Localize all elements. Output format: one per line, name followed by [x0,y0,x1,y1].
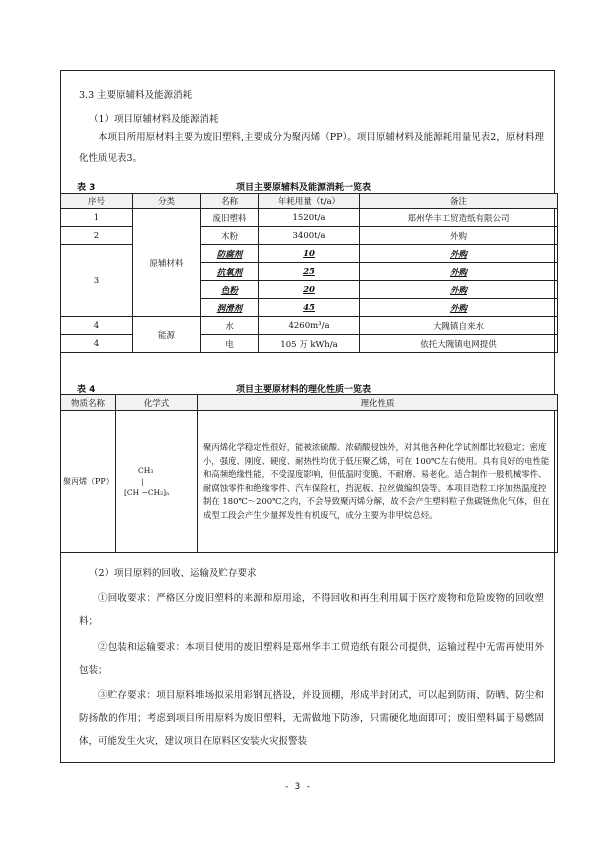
section-intro: 本项目所用原材料主要为废旧塑料,主要成分为聚丙烯（PP）。项目原辅材料及能源耗用量见表2，原材料理化性质见表3。 [79,132,544,164]
category-cell: 原辅材料 [133,209,201,317]
table-cell: 废旧塑料 [201,209,259,227]
table-cell: 45 [259,299,360,317]
table-cell: 4 [61,317,133,335]
section-subheading: （1）项目原辅材料及能源消耗 [89,114,219,125]
table-cell: 郑州华丰工贸造纸有限公司 [360,209,558,227]
table-cell: 依托大隗镇电网提供 [360,335,558,353]
table-cell: 105 万 kWh/a [259,335,360,353]
table-cell: 10 [259,245,360,263]
table-cell: 水 [201,317,259,335]
section-heading: 3.3 主要原辅料及能源消耗 [79,90,193,101]
category-cell: 能源 [133,317,201,353]
page-frame [60,70,555,763]
table-cell: 抗氧剂 [201,263,259,281]
table4-header: 理化性质 [198,395,558,411]
table-cell: 1 [61,209,133,227]
table3-header: 年耗用量（t/a） [259,194,360,209]
requirement-recycle: ①回收要求：严格区分废旧塑料的来源和原用途，不得回收和再生利用属于医疗废物和危险废物的回收塑料； [79,593,544,627]
table-cell: 2 [61,227,133,245]
table-cell: 4260m³/a [259,317,360,335]
formula-bond: | [141,477,144,486]
table-cell: 20 [259,281,360,299]
table4-label: 表 4 [77,385,96,395]
table3-label: 表 3 [77,183,96,193]
page-number: - 3 - [283,782,312,792]
table3-header: 分类 [133,194,201,209]
table-cell: 3 [61,245,133,317]
chemical-formula [116,411,198,553]
table-cell: 木粉 [201,227,259,245]
table-cell: 4 [61,335,133,353]
table3-header: 备注 [360,194,558,209]
requirement-storage: ③贮存要求：项目原料堆场拟采用彩钢瓦搭设，并设顶棚，形成半封闭式，可以起到防雨、防晒、防尘和防扬散的作用；考虑到项目所用原料为废旧塑料，无需做地下防渗，只需硬化地面即可；废旧塑料属于易燃固体，可能发生火灾，建议项目在原料区安装火灾报警装 [79,690,544,747]
table3-header: 序号 [61,194,133,209]
table-cell: 外购 [360,299,558,317]
table-cell: 外购 [360,227,558,245]
table-cell: 润滑剂 [201,299,259,317]
table-cell: 电 [201,335,259,353]
formula-methyl: CH₃ [138,466,154,475]
table-cell: 外购 [360,281,558,299]
table-cell: 25 [259,263,360,281]
table4-header: 物质名称 [61,395,116,411]
table-cell: 色粉 [201,281,259,299]
material-properties: 聚丙烯化学稳定性很好，能被浓硫酸、浓硝酸侵蚀外，对其他各种化学试剂都比较稳定；密度小，强度、刚度、硬度、耐热性均优于低压聚乙烯，可在 100℃左右使用。具有良好的电性能和高频绝缘性能，不受湿度影响，但低温时变脆、不耐磨、易老化。适合制作一般机械零件、耐腐蚀零件和绝缘零件、汽车保险杠，挡泥板、拉丝做编织袋等。本项目造粒工序加热温度控制在 180℃～200℃之内，不会导致聚丙烯分解，故不会产生塑料粒子焦碳链焦化气体，但在成型工段会产生少量挥发性有机废气，成分主要为非甲烷总烃。 [198,411,558,553]
table-cell: 防腐剂 [201,245,259,263]
table4 [60,394,558,553]
table-cell: 1520t/a [259,209,360,227]
table-cell: 外购 [360,245,558,263]
table-cell: 外购 [360,263,558,281]
table4-header: 化学式 [116,395,198,411]
table3 [60,193,558,353]
table3-title: 项目主要原辅料及能源消耗一览表 [236,183,372,193]
requirements-heading: （2）项目原料的回收、运输及贮存要求 [89,568,257,579]
table4-title: 项目主要原材料的理化性质一览表 [236,385,372,395]
table3-header: 名称 [201,194,259,209]
table-cell: 3400t/a [259,227,360,245]
table-cell: 大隗镇自来水 [360,317,558,335]
requirement-transport: ②包装和运输要求：本项目使用的废旧塑料是郑州华丰工贸造纸有限公司提供，运输过程中无需再使用外包装； [79,642,544,676]
material-name: 聚丙烯（PP） [61,411,116,553]
formula-chain: [CH −CH₂]ₙ [124,488,170,497]
